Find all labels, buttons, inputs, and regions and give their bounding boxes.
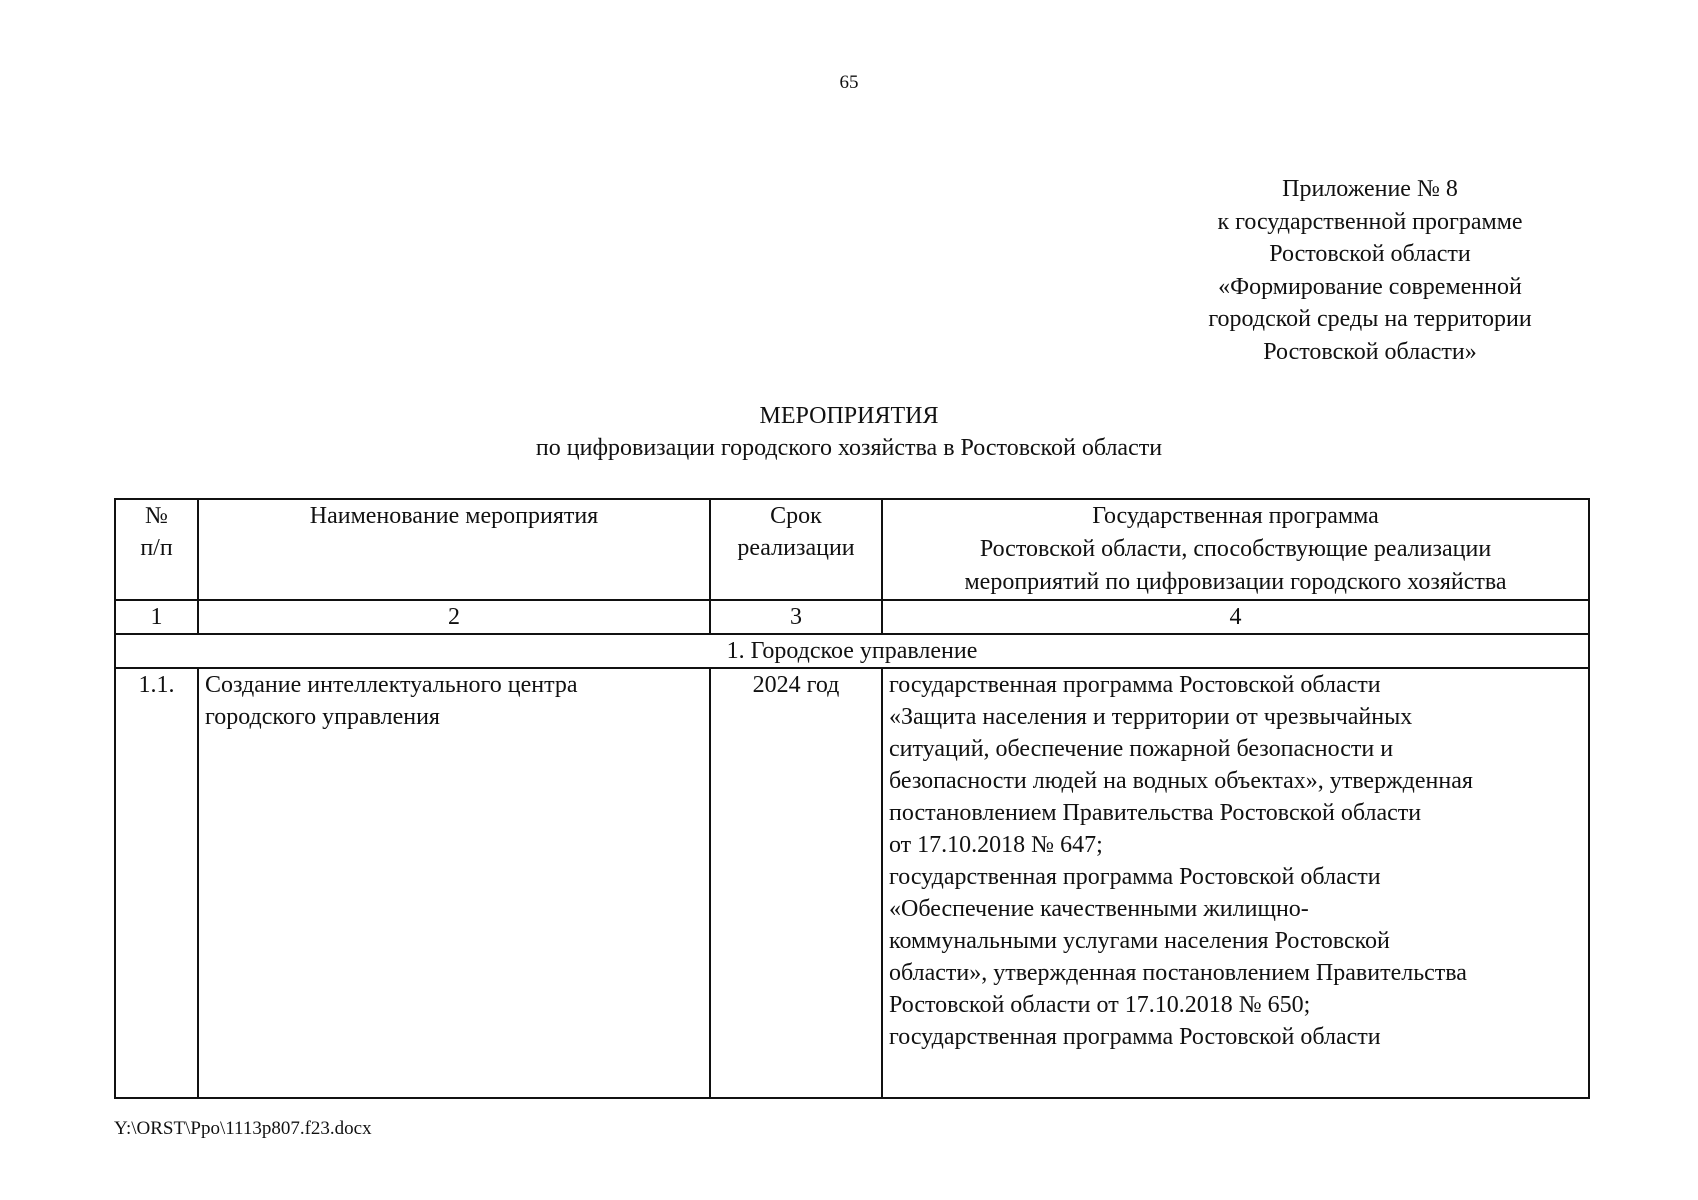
row-name [198, 668, 710, 1098]
row-program-line: «Защита населения и территории от чрезвычайных [889, 704, 1413, 730]
table-header-row [115, 499, 1589, 600]
row-program-line: постановлением Правительства Ростовской области [889, 800, 1422, 826]
appendix-line: «Формирование современной [1218, 273, 1522, 300]
section-title: 1. Городское управление [115, 634, 1589, 668]
row-program-line: коммунальными услугами населения Ростовской [889, 928, 1390, 954]
header-program-line: Государственная программа [1092, 503, 1379, 529]
row-program-line: области», утвержденная постановлением Правительства [889, 960, 1467, 986]
table-row [115, 668, 1589, 1098]
header-program [882, 499, 1589, 600]
appendix-line: городской среды на территории [1208, 306, 1532, 332]
appendix-header [1160, 173, 1580, 368]
row-program-line: безопасности людей на водных объектах», утвержденная [889, 768, 1473, 794]
section-row [115, 634, 1589, 668]
row-name-line: городского управления [205, 704, 440, 730]
appendix-line: к государственной программе [1217, 208, 1523, 235]
row-program-line: от 17.10.2018 № 647; [889, 832, 1103, 858]
column-number: 2 [198, 600, 710, 634]
header-name-text: Наименование мероприятия [309, 503, 599, 529]
header-number-line: п/п [140, 535, 173, 561]
appendix-line: Приложение № 8 [1282, 176, 1458, 202]
measures-table [114, 498, 1590, 1099]
header-term [710, 499, 882, 600]
row-term: 2024 год [710, 668, 882, 1098]
column-numbers-row [115, 600, 1589, 634]
row-program-line: государственная программа Ростовской области [889, 672, 1381, 698]
footer-file-path: Y:\ORST\Ppo\1113p807.f23.docx [114, 1118, 372, 1139]
row-program-line: государственная программа Ростовской области [889, 864, 1381, 890]
row-number: 1.1. [115, 668, 198, 1098]
row-name-line: Создание интеллектуального центра [205, 672, 578, 698]
header-number-line: № [145, 503, 168, 529]
appendix-line: Ростовской области» [1263, 338, 1477, 365]
row-program-line: ситуаций, обеспечение пожарной безопасности и [889, 736, 1394, 762]
appendix-line: Ростовской области [1269, 241, 1471, 267]
row-program-line: государственная программа Ростовской области [889, 1024, 1381, 1050]
document-subtitle: по цифровизации городского хозяйства в Ростовской области [535, 435, 1163, 461]
header-term-line: Срок [770, 503, 822, 529]
header-name [198, 499, 710, 600]
header-term-line: реализации [737, 535, 855, 561]
header-program-line: Ростовской области, способствующие реализации [979, 536, 1492, 562]
header-number [115, 499, 198, 600]
page-number: 65 [839, 72, 859, 93]
document-title: МЕРОПРИЯТИЯ [759, 403, 939, 429]
row-program-line: Ростовской области от 17.10.2018 № 650; [889, 992, 1311, 1018]
column-number: 1 [115, 600, 198, 634]
column-number: 3 [710, 600, 882, 634]
row-program [882, 668, 1589, 1098]
column-number: 4 [882, 600, 1589, 634]
row-program-line: «Обеспечение качественными жилищно- [889, 896, 1309, 922]
header-program-line: мероприятий по цифровизации городского хозяйства [964, 569, 1507, 595]
